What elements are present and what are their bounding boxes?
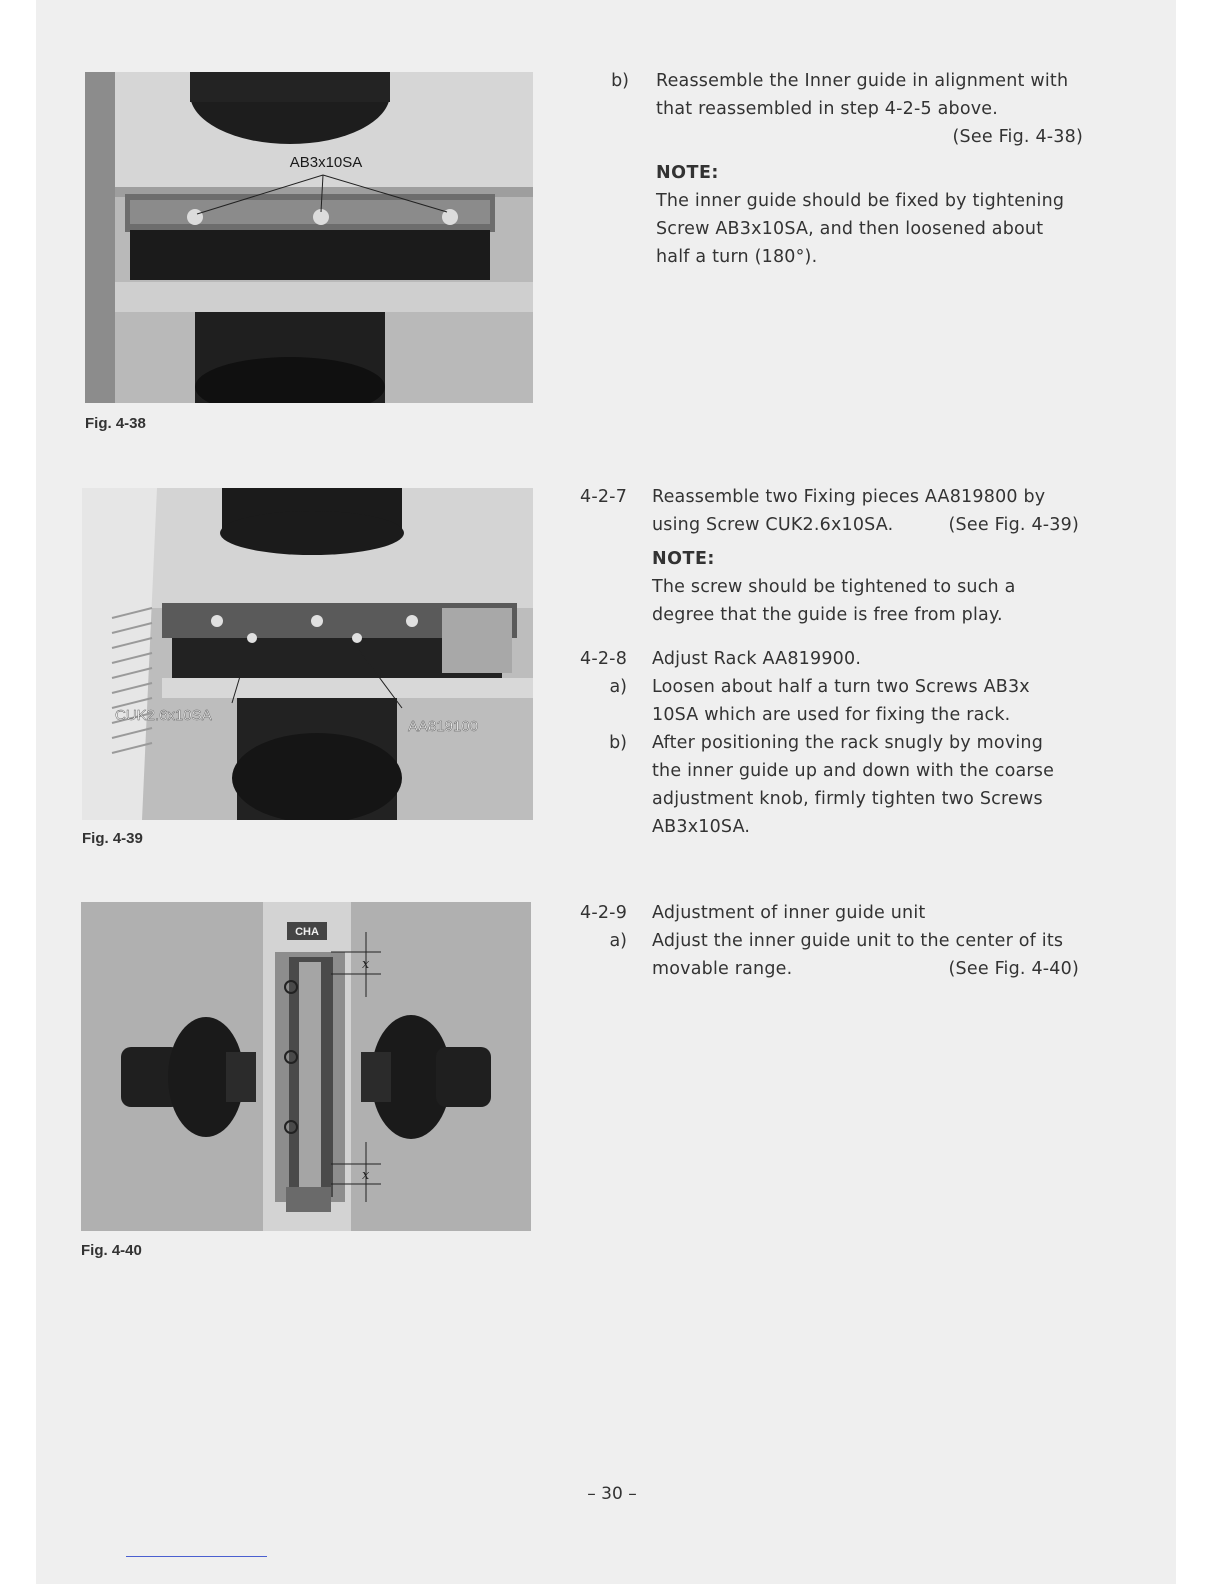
section-4-2-8-b-marker: b) <box>609 733 627 753</box>
section-4-2-7-note-line-2: degree that the guide is free from play. <box>652 605 1003 625</box>
step-b-note-line-3: half a turn (180°). <box>656 247 818 267</box>
section-4-2-7-note-title: NOTE: <box>652 549 715 569</box>
footer-underline <box>126 1556 267 1557</box>
section-4-2-9-a-line-1: Adjust the inner guide unit to the center of its <box>652 931 1064 951</box>
section-4-2-7-number: 4-2-7 <box>580 487 628 507</box>
section-4-2-8-a-line-2: 10SA which are used for fixing the rack. <box>652 705 1011 725</box>
section-4-2-8-b-line-3: adjustment knob, firmly tighten two Screws <box>652 789 1043 809</box>
figure-4-38-label: AB3x10SA <box>289 154 363 171</box>
step-b-line-1: Reassemble the Inner guide in alignment with <box>656 71 1069 91</box>
step-b-reference: (See Fig. 4-38) <box>952 127 1083 147</box>
figure-4-39-label-left: CUK2.6x10SA <box>115 707 212 724</box>
section-4-2-8-a-line-1: Loosen about half a turn two Screws AB3x <box>652 677 1030 697</box>
section-4-2-8-b-line-4: AB3x10SA. <box>652 817 751 837</box>
section-4-2-7-line-1: Reassemble two Fixing pieces AA819800 by <box>652 487 1046 507</box>
section-4-2-7-reference: (See Fig. 4-39) <box>948 515 1079 535</box>
section-4-2-9-a-line-2: movable range. <box>652 959 793 979</box>
figure-4-40-dim-bottom: x <box>362 1168 370 1183</box>
section-4-2-8-a-marker: a) <box>609 677 627 697</box>
figure-4-39-photo <box>82 488 533 820</box>
section-4-2-7-line-2: using Screw CUK2.6x10SA. <box>652 515 894 535</box>
step-b-note-line-1: The inner guide should be fixed by tightening <box>656 191 1065 211</box>
figure-4-38-illustration <box>85 72 533 403</box>
figure-4-39-caption: Fig. 4-39 <box>82 830 143 847</box>
step-b-note-line-2: Screw AB3x10SA, and then loosened about <box>656 219 1044 239</box>
figure-4-39-label-right: AA819100 <box>408 718 479 735</box>
figure-4-39-illustration <box>82 488 533 820</box>
section-4-2-7-note-line-1: The screw should be tightened to such a <box>652 577 1016 597</box>
figure-4-38-photo <box>85 72 533 403</box>
figure-4-40-photo <box>81 902 531 1231</box>
figure-4-38-caption: Fig. 4-38 <box>85 415 146 432</box>
section-4-2-9-title: Adjustment of inner guide unit <box>652 903 926 923</box>
section-4-2-9-reference: (See Fig. 4-40) <box>948 959 1079 979</box>
figure-4-40-badge: CHA <box>295 926 319 938</box>
figure-4-40-illustration <box>81 902 531 1231</box>
figure-4-40-caption: Fig. 4-40 <box>81 1242 142 1259</box>
section-4-2-9-a-marker: a) <box>609 931 627 951</box>
section-4-2-8-b-line-2: the inner guide up and down with the coarse <box>652 761 1055 781</box>
figure-4-40-dim-top: x <box>362 957 370 972</box>
step-b-note-title: NOTE: <box>656 163 719 183</box>
step-b-line-2: that reassembled in step 4-2-5 above. <box>656 99 999 119</box>
step-b-marker: b) <box>611 71 629 91</box>
page-number: – 30 – <box>587 1484 637 1504</box>
section-4-2-8-b-line-1: After positioning the rack snugly by moving <box>652 733 1044 753</box>
section-4-2-9-number: 4-2-9 <box>580 903 628 923</box>
section-4-2-8-title: Adjust Rack AA819900. <box>652 649 862 669</box>
section-4-2-8-number: 4-2-8 <box>580 649 628 669</box>
